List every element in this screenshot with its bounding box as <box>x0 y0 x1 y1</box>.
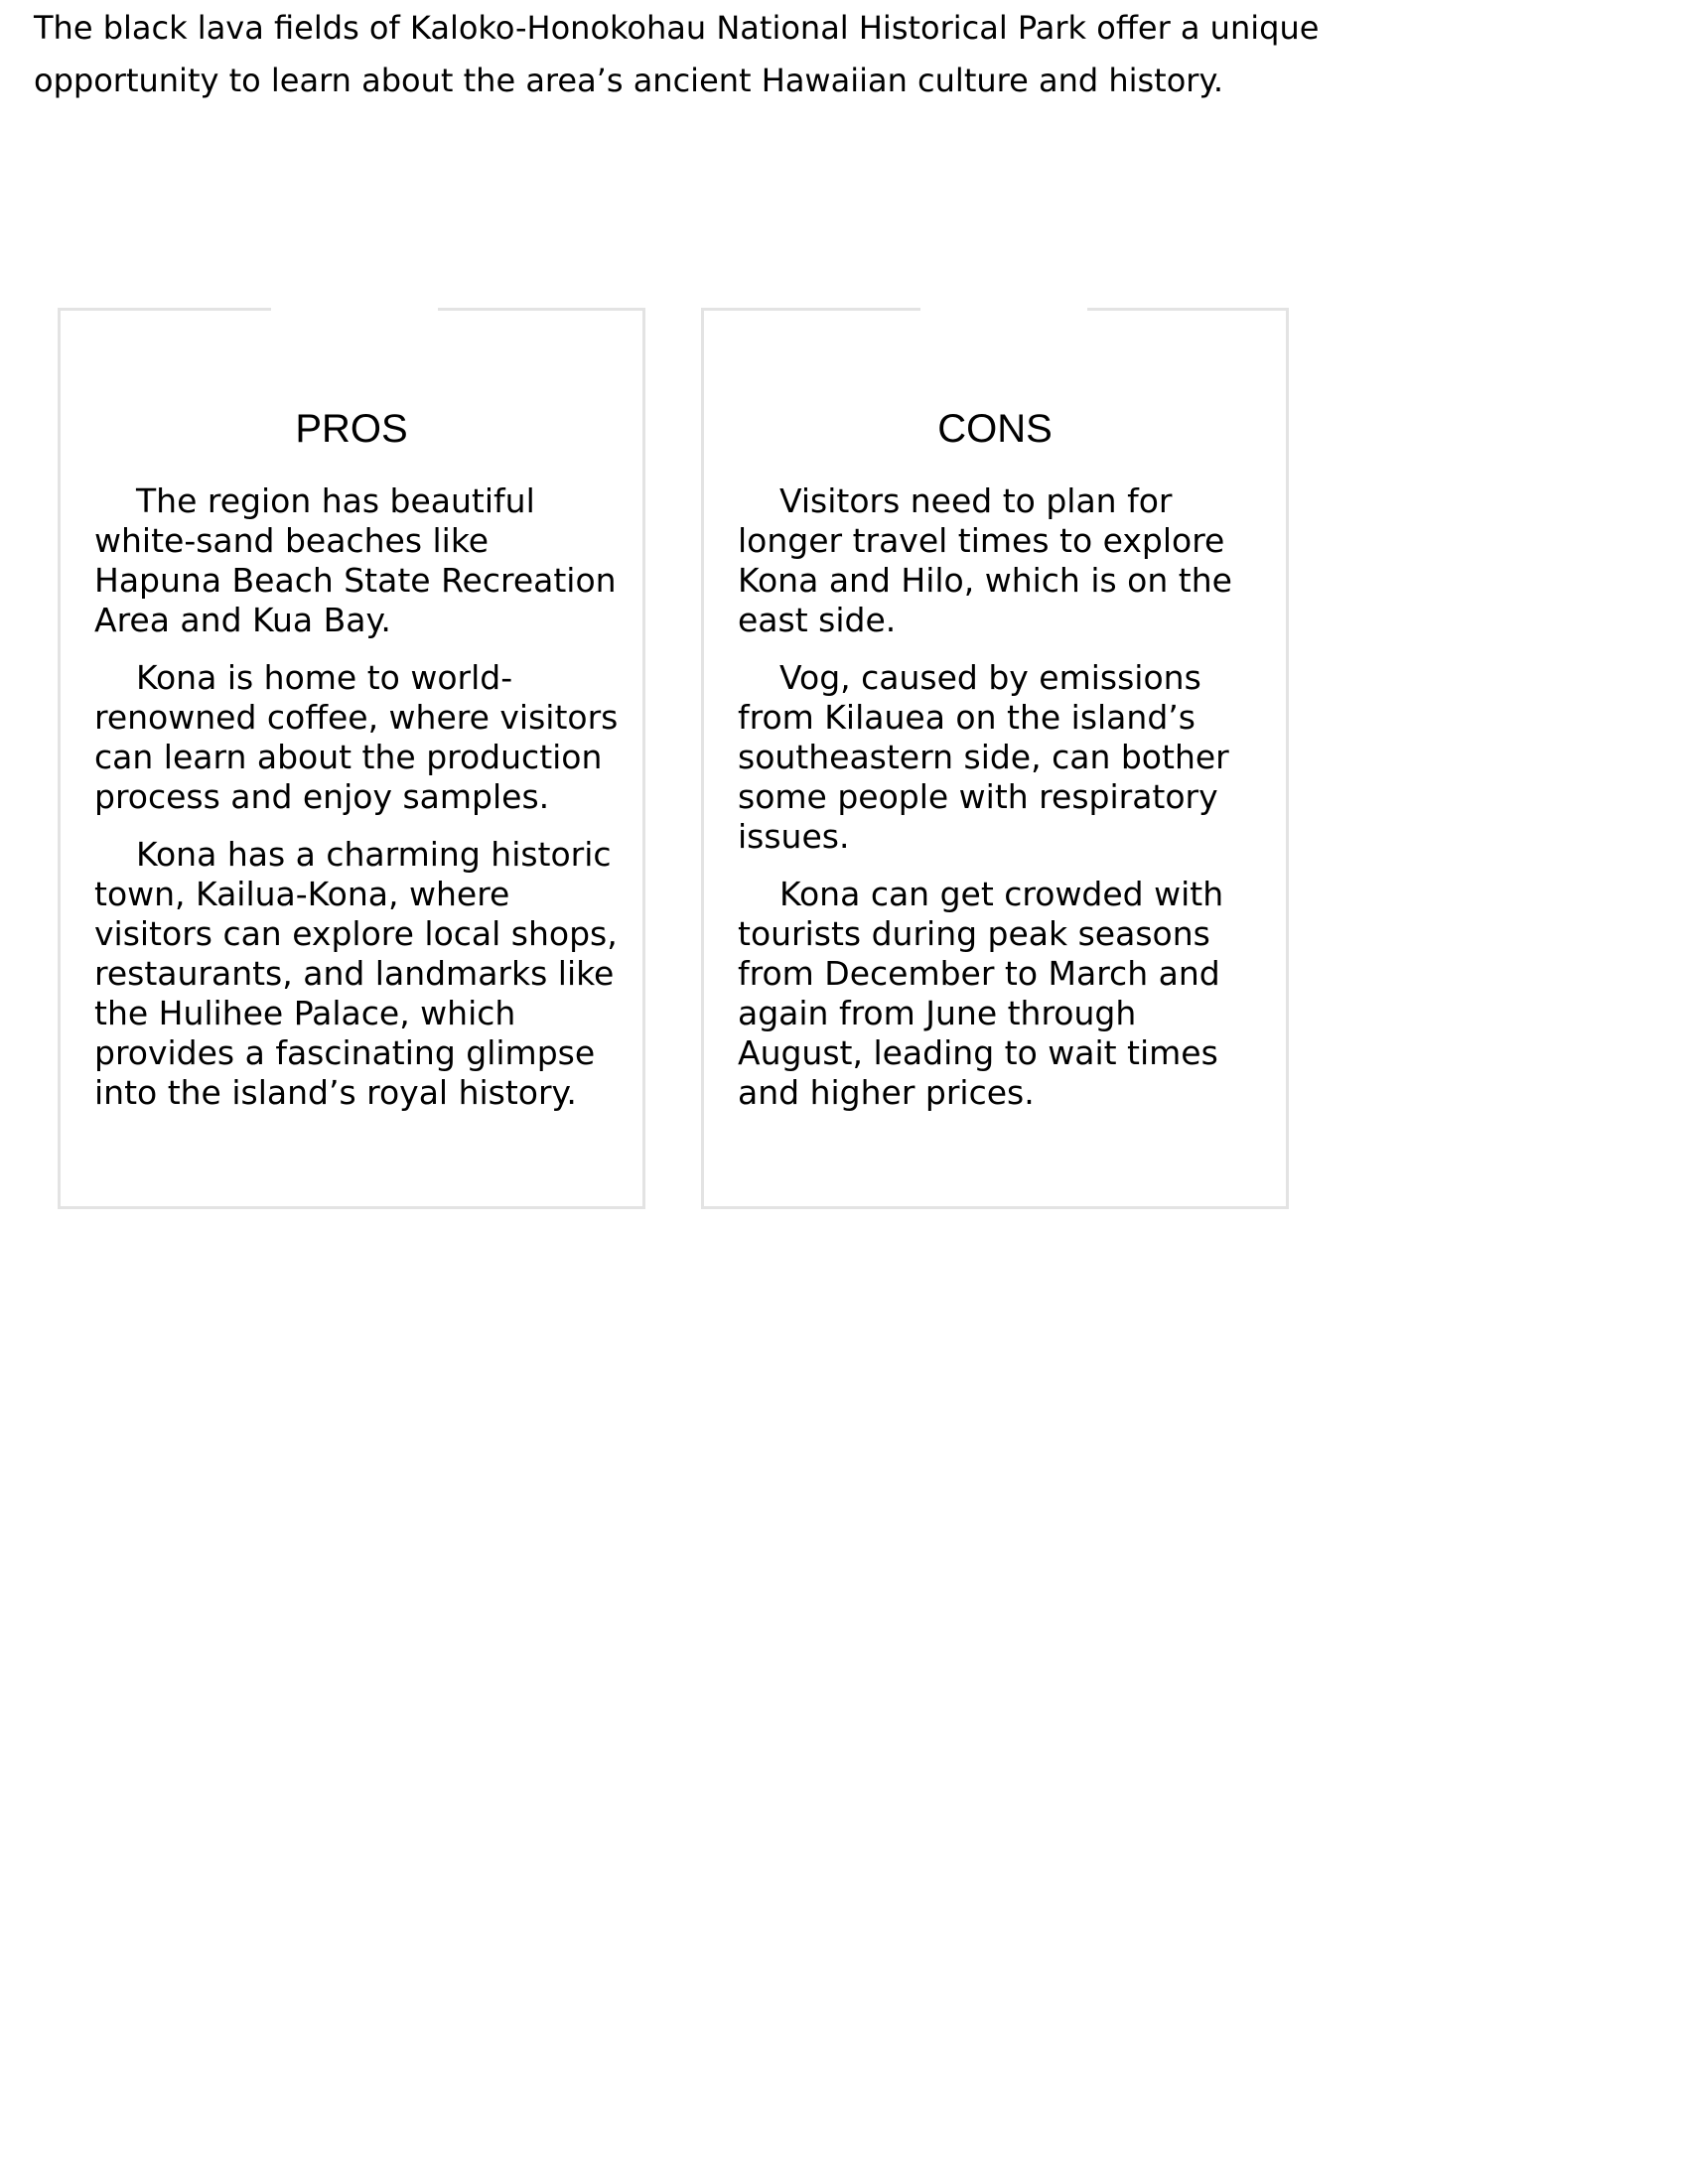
pros-list <box>94 481 621 1131</box>
cons-item: Vog, caused by emissions from Kilauea on the island’s southeastern side, can bother some people with respiratory issues. <box>738 658 1229 856</box>
pros-item: Kona is home to world-renowned coffee, where visitors can learn about the production process and enjoy samples. <box>94 658 619 816</box>
cons-card <box>701 308 1289 1209</box>
pros-item: Kona has a charming historic town, Kailua-Kona, where visitors can explore local shops, restaurants, and landmarks like the Hulihee Palace, which provides a fascinating glimpse into the island’s royal history. <box>94 835 618 1112</box>
pros-item: The region has beautiful white-sand beaches like Hapuna Beach State Recreation Area and Kua Bay. <box>94 481 617 639</box>
pros-card <box>58 308 645 1209</box>
cons-list <box>738 481 1264 1131</box>
card-border-gap <box>920 307 1087 313</box>
card-border-gap <box>271 307 438 313</box>
intro-paragraph: The black lava fields of Kaloko-Honokohau National Historical Park offer a unique opportunity to learn about the area’s ancient Hawaiian culture and history. <box>34 9 1320 99</box>
cons-title: CONS <box>937 407 1053 451</box>
cons-item: Visitors need to plan for longer travel times to explore Kona and Hilo, which is on the east side. <box>738 481 1232 639</box>
pros-title: PROS <box>295 407 408 451</box>
cons-item: Kona can get crowded with tourists during peak seasons from December to March and again from June through August, leading to wait times and higher prices. <box>738 875 1224 1112</box>
